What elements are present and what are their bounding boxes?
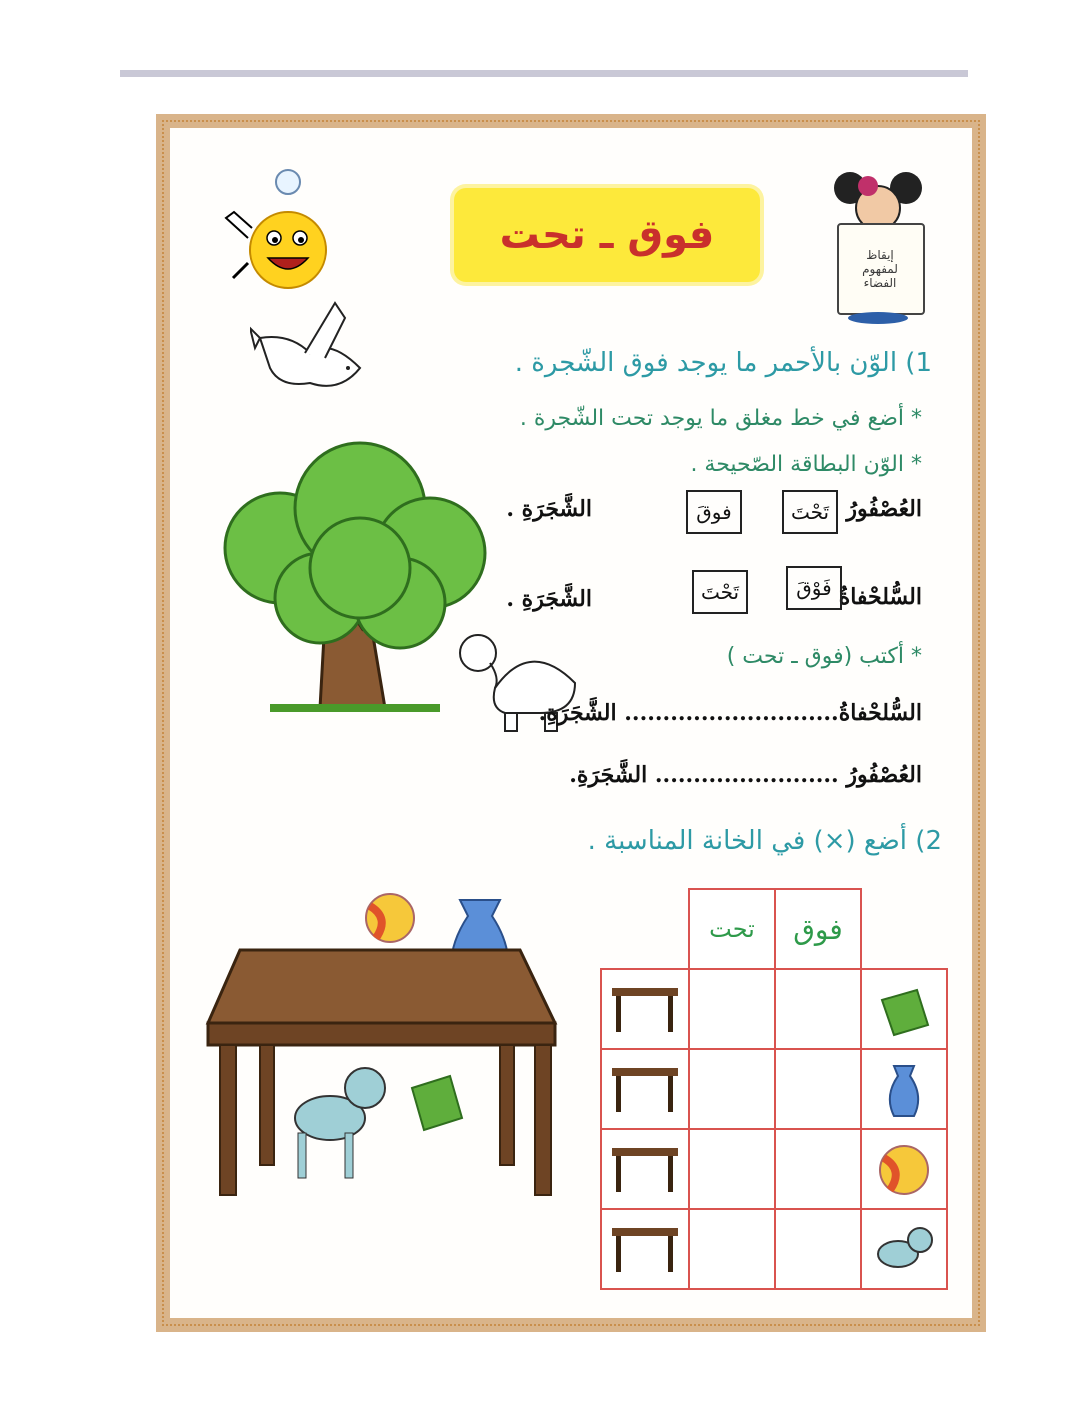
row1-object: الشَّجَرَةِ . bbox=[506, 496, 592, 522]
top-bar bbox=[120, 70, 968, 77]
row-ball-table bbox=[600, 1128, 690, 1210]
book-icon bbox=[412, 1076, 462, 1130]
q1-instruction-1: * أضع في خط مغلق ما يوجد تحت الشّجرة . bbox=[519, 406, 922, 431]
write-line-2[interactable]: العُصْفُورُ ........................ الشَّجَرَةِ. bbox=[569, 762, 922, 788]
row1-card-under[interactable]: تَحْتَ bbox=[782, 490, 838, 534]
row2-card-over[interactable]: فَوْقَ bbox=[786, 566, 842, 610]
row-book-label bbox=[860, 968, 948, 1050]
row-cat-label bbox=[860, 1208, 948, 1290]
col-under-header: تحت bbox=[688, 888, 776, 970]
cat-icon bbox=[295, 1068, 385, 1178]
q2-heading: 2) أضع (×) في الخانة المناسبة . bbox=[587, 826, 942, 856]
row-vase-under[interactable] bbox=[688, 1048, 776, 1130]
q1-instruction-3: * أكتب (فوق ـ تحت ) bbox=[726, 644, 922, 669]
worksheet-frame bbox=[156, 114, 986, 1332]
row-cat-under[interactable] bbox=[688, 1208, 776, 1290]
row-book-table bbox=[600, 968, 690, 1050]
row1-card-over[interactable]: فوقَ bbox=[686, 490, 742, 534]
row-vase-label bbox=[860, 1048, 948, 1130]
col-over-header: فوق bbox=[774, 888, 862, 970]
row-cat-table bbox=[600, 1208, 690, 1290]
row2-card-under[interactable]: تَحْتَ bbox=[692, 570, 748, 614]
row2-subject: السُّلحْفاةُ bbox=[838, 584, 922, 610]
sign-text: إيقاظ لمفهوم الفضاء bbox=[862, 248, 898, 290]
row2-object: الشَّجَرَةِ . bbox=[506, 586, 592, 612]
row-vase-table bbox=[600, 1048, 690, 1130]
bird-icon bbox=[250, 298, 370, 398]
mickey-sign-icon bbox=[820, 166, 940, 326]
row-vase-over[interactable] bbox=[774, 1048, 862, 1130]
row-ball-over[interactable] bbox=[774, 1128, 862, 1210]
title-banner bbox=[454, 188, 760, 282]
row-cat-over[interactable] bbox=[774, 1208, 862, 1290]
page-title: فوق ـ تحت bbox=[499, 212, 715, 258]
row-ball-label bbox=[860, 1128, 948, 1210]
q1-instruction-2: * الوّن البطاقة الصّحيحة . bbox=[690, 452, 922, 477]
row-book-under[interactable] bbox=[688, 968, 776, 1050]
q1-heading: 1) الوّن بالأحمر ما يوجد فوق الشّجرة . bbox=[514, 348, 932, 378]
write-line-1[interactable]: السُّلحْفاةُ............................ الشَّجَرَةِ. bbox=[538, 700, 922, 726]
smiley-bulb-icon bbox=[208, 168, 338, 293]
row-ball-under[interactable] bbox=[688, 1128, 776, 1210]
row1-subject: العُصْفُورُ bbox=[846, 496, 922, 522]
ball-icon bbox=[366, 894, 414, 942]
table-scene bbox=[200, 878, 570, 1218]
row-book-over[interactable] bbox=[774, 968, 862, 1050]
